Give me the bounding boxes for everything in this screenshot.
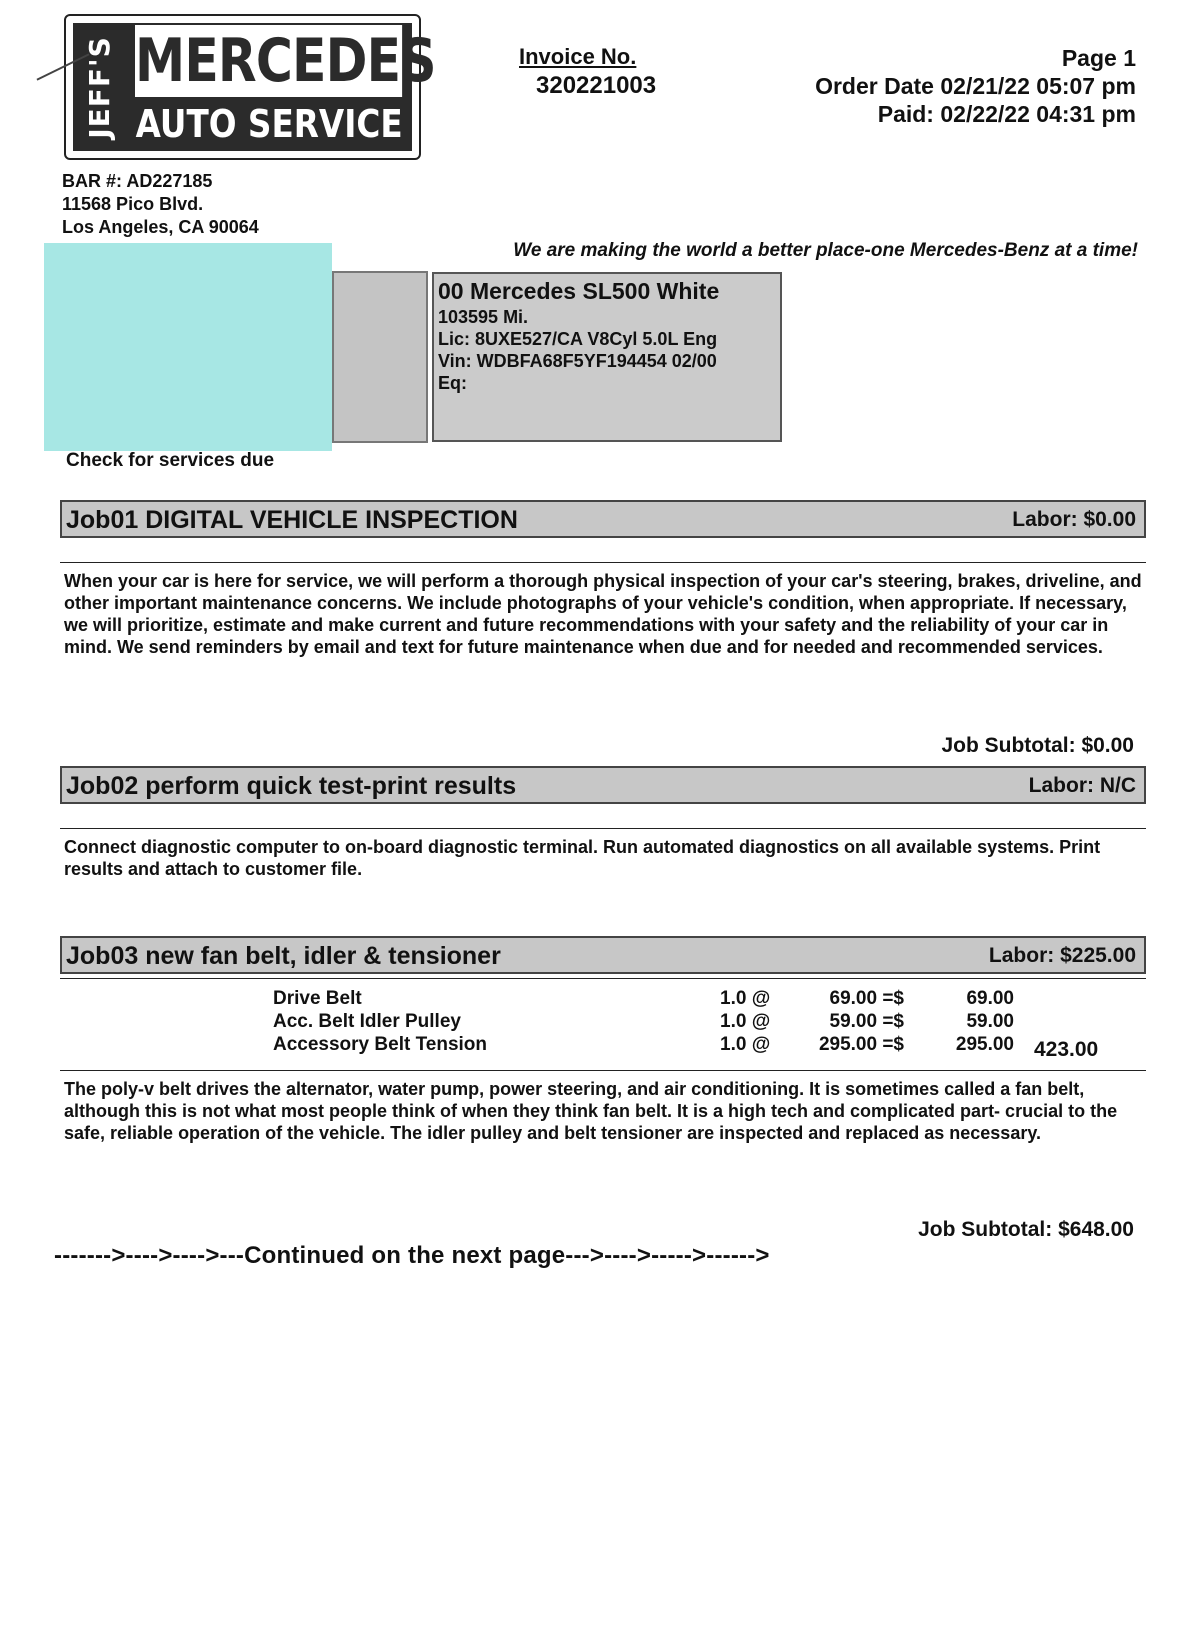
job-title: Job01 DIGITAL VEHICLE INSPECTION [66,506,518,534]
divider [60,978,1146,979]
job-description: Connect diagnostic computer to on-board diagnostic terminal. Run automated diagnostics on all available systems. Print results and attach to customer file. [64,837,1101,879]
vehicle-info-box [432,272,782,442]
customer-info-box [332,271,428,443]
divider [60,828,1146,829]
invoice-number: 320221003 [536,72,657,99]
part-total: 295.00 [955,1034,1014,1055]
part-description: Drive Belt [273,988,362,1009]
part-price: 59.00 =$ [829,1011,904,1032]
invoice-label: Invoice No. [519,44,637,69]
tagline: We are making the world a better place-one Mercedes-Benz at a time! [513,240,1138,261]
shop-street: 11568 Pico Blvd. [62,194,204,214]
logo-mercedes-text: MERCEDES [135,26,436,96]
logo-auto-service-text: AUTO SERVICE [135,102,403,146]
job-header-bar [60,766,1146,804]
bar-number: BAR #: AD227185 [62,171,213,191]
part-row [0,988,1200,1011]
job-labor: Labor: $0.00 [1012,508,1136,531]
part-quantity: 1.0 @ [720,988,771,1009]
paid-date: Paid: 02/22/22 04:31 pm [877,101,1136,127]
job-header-bar [60,936,1146,974]
check-services-due: Check for services due [66,450,275,471]
part-row [0,1011,1200,1034]
order-info [815,44,1136,128]
job-header-bar [60,500,1146,538]
vehicle-equipment: Eq: [438,373,467,393]
job-labor: Labor: N/C [1028,774,1136,797]
job-title: Job03 new fan belt, idler & tensioner [66,942,501,970]
part-price: 295.00 =$ [818,1034,904,1055]
vehicle-mileage: 103595 Mi. [438,307,529,327]
job-description: When your car is here for service, we will perform a thorough physical inspection of your car's steering, brakes, driveline, and other important maintenance concerns. We include photographs of your vehicle's condition, when appropriate. If necessary, we will prioritize, estimate and make current and future recommendations with your safety and the reliability of your car in mind. We send reminders by email and text for future maintenance when due and for needed and recommended services. [64,571,1142,657]
job-description: The poly-v belt drives the alternator, water pump, power steering, and air conditioning. It is sometimes called a fan belt, although this is not what most people think of when they think fan belt. It is a high tech and complicated part- crucial to the safe, reliable operation of the vehicle. The idler pulley and belt tensioner are inspected and replaced as necessary. [64,1079,1118,1143]
part-description: Acc. Belt Idler Pulley [273,1011,461,1032]
job-title: Job02 perform quick test-print results [66,772,517,800]
job-labor: Labor: $225.00 [988,944,1136,967]
part-total: 69.00 [966,988,1014,1009]
part-quantity: 1.0 @ [720,1034,771,1055]
part-quantity: 1.0 @ [720,1011,771,1032]
part-price: 69.00 =$ [829,988,904,1009]
continued-notice: ------->---->---->---Continued on the next page--->---->----->------> [54,1242,770,1269]
part-row [0,1034,1200,1057]
shop-city: Los Angeles, CA 90064 [62,217,259,237]
part-description: Accessory Belt Tension [273,1034,488,1055]
parts-total: 423.00 [1034,1038,1099,1061]
vehicle-title: 00 Mercedes SL500 White [438,278,720,304]
redaction-sticky-note [44,243,332,451]
logo-side-text: JEFF'S [82,35,116,139]
vehicle-license: Lic: 8UXE527/CA V8Cyl 5.0L Eng [438,329,718,349]
divider [60,1070,1146,1071]
part-total: 59.00 [966,1011,1014,1032]
page-number: Page 1 [1061,45,1136,71]
shop-logo [64,14,436,160]
divider [60,562,1146,563]
shop-address [62,170,259,239]
vehicle-vin: Vin: WDBFA68F5YF194454 02/00 [438,351,717,371]
job-subtotal: Job Subtotal: $0.00 [941,734,1134,757]
job-subtotal: Job Subtotal: $648.00 [918,1218,1134,1241]
order-date: Order Date 02/21/22 05:07 pm [815,73,1136,99]
